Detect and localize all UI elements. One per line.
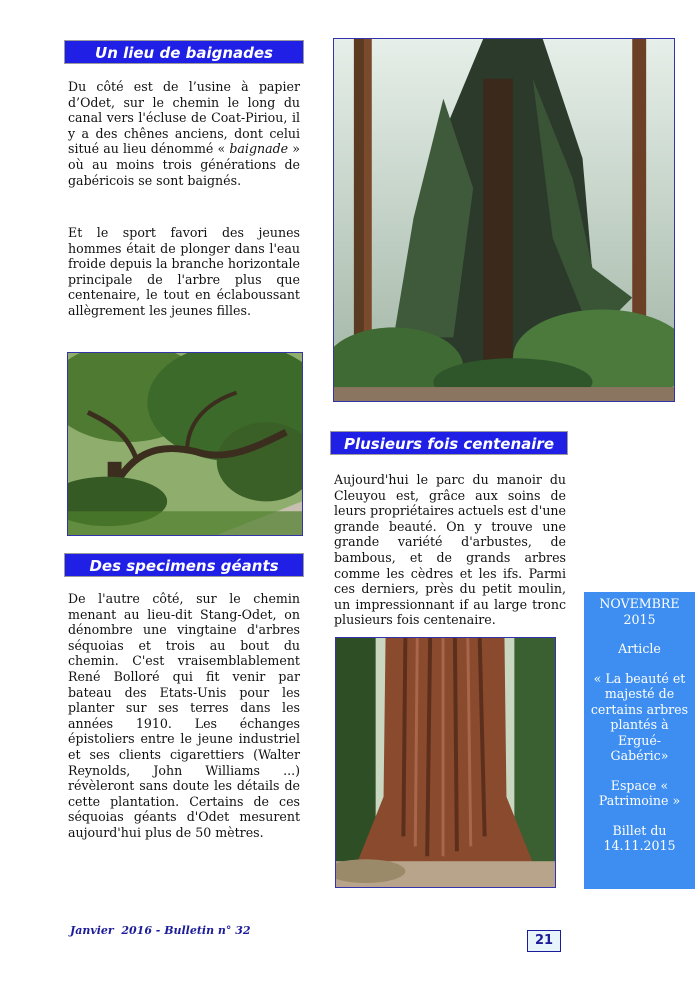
page-number: 21 [527, 930, 561, 952]
photo-yew-trunk [335, 637, 556, 888]
sidebar-type: Article [618, 641, 661, 656]
sidebar-article-info [584, 592, 695, 889]
sidebar-date: NOVEMBRE 2015 [599, 596, 680, 627]
paragraph-baignade-text-b: » où au moins trois générations de gabéricois se sont baignés. [68, 141, 300, 188]
heading-des-specimens-geants: Des specimens géants [64, 553, 304, 577]
heading-plusieurs-fois-centenaire: Plusieurs fois centenaire [330, 431, 568, 455]
sidebar-billet: Billet du 14.11.2015 [603, 822, 676, 853]
paragraph-sport-favori: Et le sport favori des jeunes hommes était de plonger dans l'eau froide depuis la branche horizontale principale de l'arbre plus que centenaire, le tout en éclaboussant allègrement les jeunes filles. [68, 225, 300, 318]
paragraph-baignade-text-a: Du côté est de l’usine à papier d’Odet, sur le chemin le long du canal vers l'écluse de Coat-Piriou, il y a des chênes anciens, dont celui situé au lieu dénommé « [68, 79, 300, 157]
paragraph-sequoias: De l'autre côté, sur le chemin menant au lieu-dit Stang-Odet, on dénombre une vingtaine d'arbres séquoias et trois au bout du chemin. C'est vraisemblablement René Bolloré qui fit venir par bateau des Etats-Unis pour les planter sur ses terres dans les années 1910. Les échanges épistoliers entre le jeune industriel et ses clients cigarettiers (Walter Reynolds, John Williams ...) révèleront sans doute les détails de cette plantation. Certains de ces séquoias géants d'Odet mesurent aujourd'hui plus de 50 mètres. [68, 591, 300, 840]
sidebar-title: « La beauté et majesté de certains arbres plantés à Ergué-Gabéric» [590, 670, 689, 763]
paragraph-baignade-emphasis: baignade [229, 141, 289, 157]
sidebar-space: Espace « Patrimoine » [598, 777, 681, 808]
paragraph-parc-cleuyou: Aujourd'hui le parc du manoir du Cleuyou est, grâce aux soins de leurs propriétaires actuels est d'une grande beauté. On y trouve une grande variété d'arbustes, de bambous, et de grands arbres comme les cèdres et les ifs. Parmi ces derniers, près du petit moulin, un impressionnant if au large tronc plusieurs fois centenaire. [334, 472, 566, 628]
photo-sequoia-forest [333, 38, 675, 402]
paragraph-baignade-intro [68, 79, 300, 188]
footer-bulletin-issue: Janvier 2016 - Bulletin n° 32 [70, 924, 251, 937]
photo-oak-tree [67, 352, 303, 536]
heading-un-lieu-de-baignades: Un lieu de baignades [64, 40, 304, 64]
